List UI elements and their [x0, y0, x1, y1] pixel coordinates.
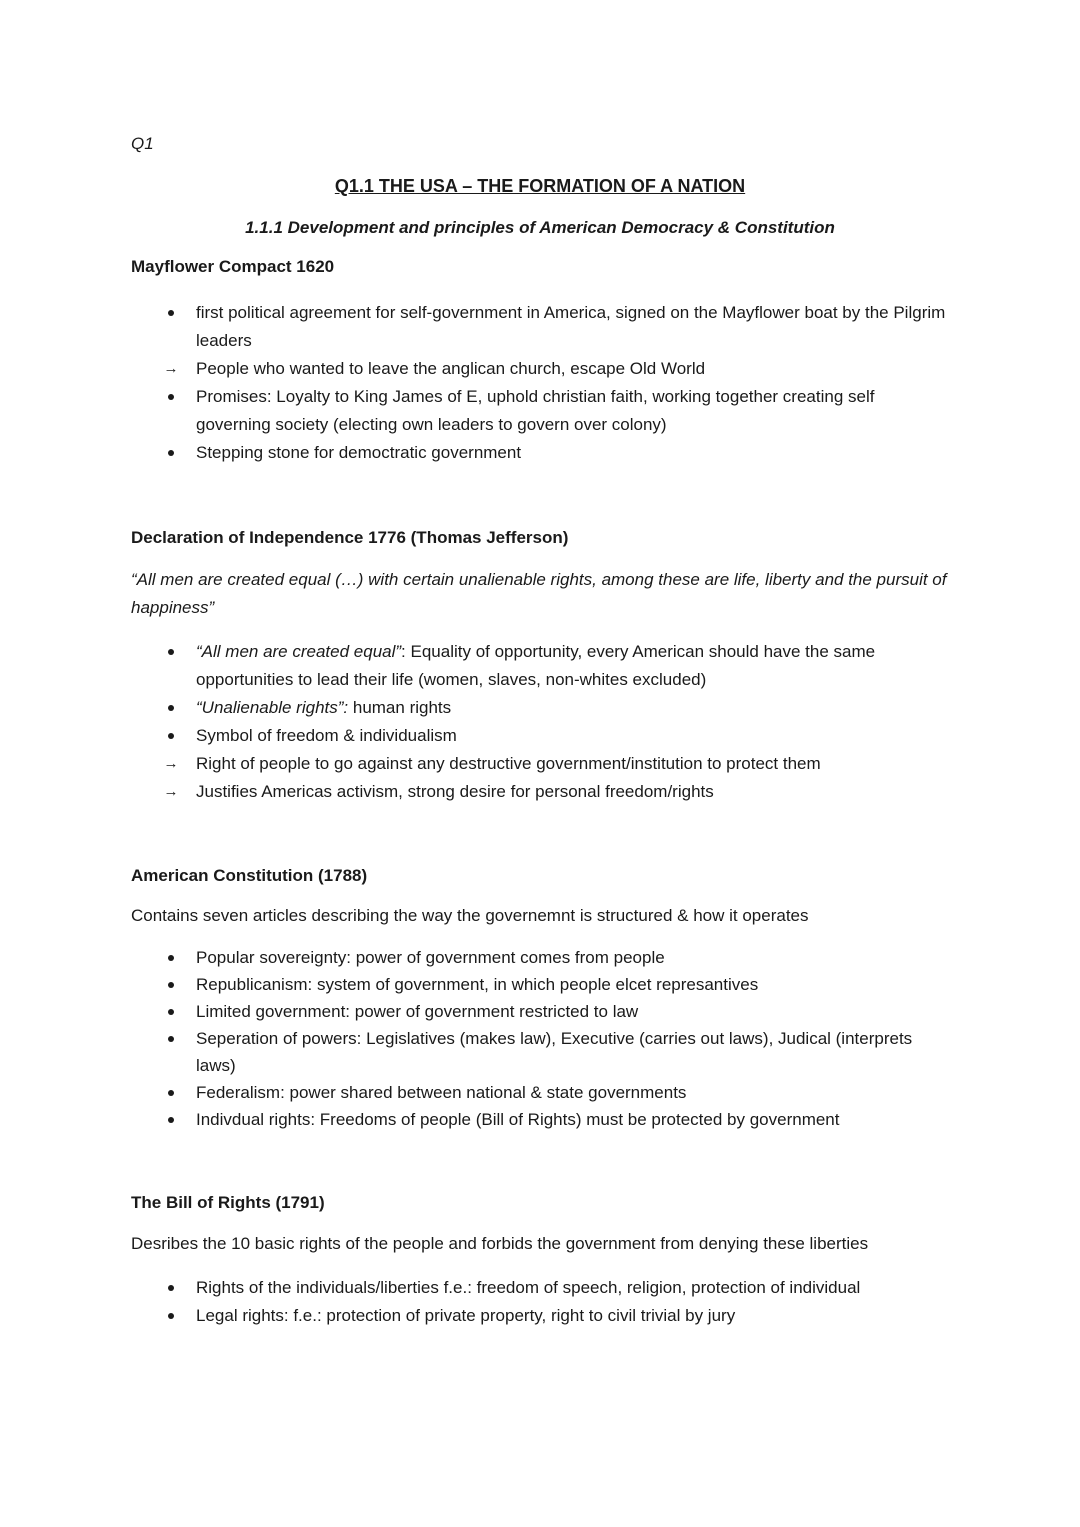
list-item-text: human rights [348, 698, 452, 717]
arrow-right-icon: → [163, 783, 179, 800]
list-item-lead: “Unalienable rights”: [196, 698, 349, 717]
list-item [131, 1274, 951, 1302]
list-item-text: Promises: Loyalty to King James of E, uphold christian faith, working together creating self governing society (electing own leaders to govern over colony) [196, 387, 875, 434]
list-item [131, 299, 951, 355]
arrow-right-icon: → [163, 755, 179, 772]
list-item-text: Rights of the individuals/liberties f.e.: freedom of speech, religion, protection of individual [196, 1278, 861, 1297]
section-constitution [131, 864, 951, 1133]
list-item-text: Federalism: power shared between national & state governments [196, 1083, 687, 1102]
constitution-list [131, 944, 951, 1133]
section-title: Mayflower Compact 1620 [131, 257, 335, 276]
declaration-quote: “All men are created equal (…) with certain unalienable rights, among these are life, liberty and the pursuit of happiness” [131, 570, 947, 617]
list-item-text: People who wanted to leave the anglican church, escape Old World [196, 359, 706, 378]
page-subtitle: 1.1.1 Development and principles of American Democracy & Constitution [245, 218, 835, 237]
list-item-text: Justifies Americas activism, strong desire for personal freedom/rights [196, 782, 714, 801]
declaration-list [131, 638, 951, 806]
list-item-text: Limited government: power of government restricted to law [196, 1002, 639, 1021]
page-title: Q1.1 THE USA – THE FORMATION OF A NATION [334, 176, 746, 196]
section-mayflower [131, 255, 951, 467]
section-bill-of-rights [131, 1191, 951, 1330]
list-item [131, 439, 951, 467]
bill-intro: Desribes the 10 basic rights of the people and forbids the government from denying these liberties [131, 1234, 869, 1253]
list-item-lead: “All men are created equal” [196, 642, 402, 661]
list-item [131, 694, 951, 722]
list-item-text: Seperation of powers: Legislatives (makes law), Executive (carries out laws), Judical (interprets laws) [196, 1029, 913, 1075]
list-item [131, 355, 951, 383]
list-item [131, 998, 951, 1025]
list-item [131, 1079, 951, 1106]
section-title: The Bill of Rights (1791) [131, 1193, 325, 1212]
list-item-text: Stepping stone for democtratic government [196, 443, 522, 462]
list-item [131, 778, 951, 806]
list-item-text: Right of people to go against any destructive government/institution to protect them [196, 754, 821, 773]
list-item [131, 1302, 951, 1330]
list-item-text: Popular sovereignty: power of government comes from people [196, 948, 665, 967]
section-declaration [131, 526, 951, 806]
list-item-text: Indivdual rights: Freedoms of people (Bill of Rights) must be protected by government [196, 1110, 840, 1129]
arrow-right-icon: → [163, 360, 179, 377]
list-item-text: Republicanism: system of government, in which people elcet represantives [196, 975, 759, 994]
list-item [131, 638, 951, 694]
list-item [131, 750, 951, 778]
bill-list [131, 1274, 951, 1330]
list-item [131, 383, 951, 439]
list-item [131, 722, 951, 750]
section-title: American Constitution (1788) [131, 866, 368, 885]
list-item-text: Symbol of freedom & individualism [196, 726, 457, 745]
mayflower-list [131, 299, 951, 467]
list-item [131, 1025, 951, 1079]
question-label: Q1 [131, 134, 154, 153]
list-item [131, 971, 951, 998]
constitution-intro: Contains seven articles describing the way the governemnt is structured & how it operates [131, 906, 809, 925]
list-item [131, 944, 951, 971]
section-title: Declaration of Independence 1776 (Thomas Jefferson) [131, 528, 569, 547]
list-item-text: Legal rights: f.e.: protection of private property, right to civil trivial by jury [196, 1306, 736, 1325]
list-item-text: : Equality of opportunity, every American should have the same opportunities to lead their life (women, slaves, non-whites excluded) [196, 642, 876, 689]
list-item-text: first political agreement for self-government in America, signed on the Mayflower boat by the Pilgrim leaders [196, 303, 946, 350]
list-item [131, 1106, 951, 1133]
